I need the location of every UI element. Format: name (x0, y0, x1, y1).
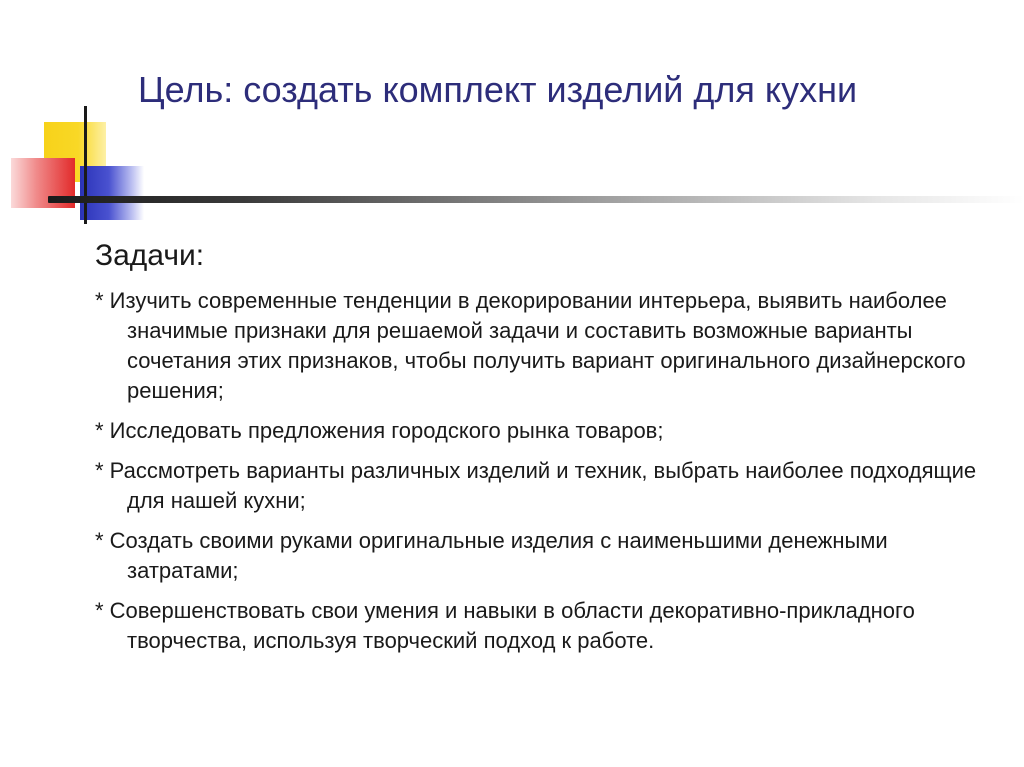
task-item: * Рассмотреть варианты различных изделий и техник, выбрать наиболее подходящие для нашей кухни; (95, 458, 977, 513)
task-item: * Исследовать предложения городского рынка товаров; (95, 418, 664, 443)
slide-title: Цель: создать комплект изделий для кухни (138, 69, 858, 110)
task-item: * Изучить современные тенденции в декорировании интерьера, выявить наиболее значимые признаки для решаемой задачи и составить возможные варианты сочетания этих признаков, чтобы получить вариант оригинального дизайнерского решения; (95, 288, 966, 403)
task-item: * Создать своими руками оригинальные изделия с наименьшими денежными затратами; (95, 528, 888, 583)
slide-content (95, 234, 995, 666)
tasks-list (95, 286, 995, 656)
tasks-heading: Задачи: (95, 239, 205, 272)
task-item: * Совершенствовать свои умения и навыки в области декоративно-прикладного творчества, используя творческий подход к работе. (95, 598, 915, 653)
horizontal-divider-line (48, 196, 1024, 203)
decorative-squares-graphic (0, 0, 1024, 240)
blue-square-shape (80, 166, 144, 220)
vertical-divider-line (84, 106, 87, 224)
